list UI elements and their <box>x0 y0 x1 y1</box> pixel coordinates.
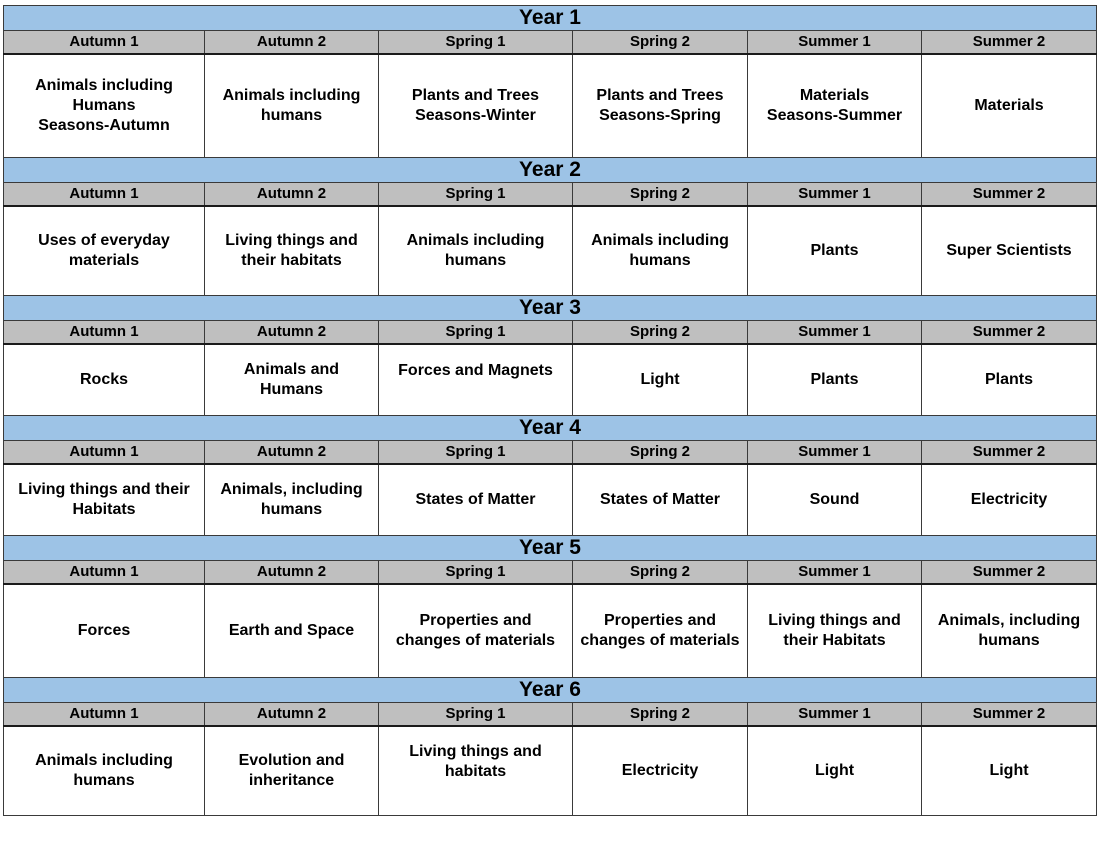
year-band-row <box>4 536 1097 561</box>
term-header: Spring 1 <box>379 561 573 585</box>
term-header: Spring 2 <box>573 441 748 465</box>
topic-cell <box>205 54 379 158</box>
topic-cell <box>205 206 379 296</box>
topic-cell <box>205 344 379 416</box>
topic-cell <box>4 726 205 816</box>
topic-row <box>4 726 1097 816</box>
topic-cell <box>379 584 573 678</box>
topic-cell <box>379 464 573 536</box>
term-header: Summer 1 <box>748 703 922 727</box>
term-header: Autumn 2 <box>205 561 379 585</box>
term-header: Spring 1 <box>379 183 573 207</box>
term-header: Autumn 1 <box>4 183 205 207</box>
topic-text: Uses of everyday materials <box>38 232 170 269</box>
topic-text: Animals including humans <box>222 87 361 124</box>
topic-text: Plants <box>810 242 859 259</box>
year-title: Year 1 <box>4 6 1097 31</box>
topic-text: Living things and their Habitats <box>768 612 901 649</box>
topic-cell <box>573 206 748 296</box>
term-header: Autumn 2 <box>205 703 379 727</box>
year-band-row <box>4 678 1097 703</box>
topic-text: Earth and Space <box>228 622 355 639</box>
term-header: Autumn 2 <box>205 441 379 465</box>
topic-text: Animals, including humans <box>937 612 1081 649</box>
topic-text: Animals including humans <box>35 752 173 789</box>
term-header: Autumn 2 <box>205 31 379 55</box>
topic-cell <box>379 54 573 158</box>
term-header: Spring 1 <box>379 321 573 345</box>
term-header: Spring 2 <box>573 183 748 207</box>
topic-text: Living things and habitats <box>409 743 542 780</box>
topic-cell <box>4 584 205 678</box>
topic-text: Properties and changes of materials <box>395 612 556 649</box>
term-header: Summer 1 <box>748 441 922 465</box>
topic-row <box>4 54 1097 158</box>
term-header: Spring 2 <box>573 561 748 585</box>
topic-text: Materials Seasons-Summer <box>766 87 903 124</box>
topic-row <box>4 206 1097 296</box>
term-header: Spring 2 <box>573 321 748 345</box>
topic-cell <box>922 206 1097 296</box>
topic-text: Animals and Humans <box>243 361 340 398</box>
term-header: Summer 1 <box>748 561 922 585</box>
topic-text: Evolution and inheritance <box>238 752 345 789</box>
term-header: Summer 2 <box>922 31 1097 55</box>
topic-cell <box>205 726 379 816</box>
topic-text: Light <box>814 762 855 779</box>
term-header: Summer 1 <box>748 321 922 345</box>
topic-cell <box>573 584 748 678</box>
topic-cell <box>205 464 379 536</box>
topic-cell <box>748 344 922 416</box>
topic-text: Plants <box>984 371 1033 388</box>
topic-text: Forces <box>77 622 131 639</box>
topic-cell <box>4 54 205 158</box>
term-header: Spring 1 <box>379 441 573 465</box>
term-header-row <box>4 321 1097 345</box>
year-title: Year 3 <box>4 296 1097 321</box>
curriculum-body <box>4 6 1097 816</box>
term-header: Summer 1 <box>748 31 922 55</box>
term-header: Summer 2 <box>922 183 1097 207</box>
topic-cell <box>922 344 1097 416</box>
topic-text: Sound <box>809 491 860 508</box>
term-header: Autumn 1 <box>4 31 205 55</box>
topic-cell <box>379 726 573 816</box>
topic-text: Super Scientists <box>946 242 1072 259</box>
topic-text: Plants and Trees Seasons-Winter <box>411 87 540 124</box>
topic-cell <box>748 54 922 158</box>
term-header: Spring 1 <box>379 703 573 727</box>
topic-text: Electricity <box>621 762 699 779</box>
topic-row <box>4 584 1097 678</box>
topic-cell <box>379 206 573 296</box>
topic-text: Light <box>989 762 1029 779</box>
term-header: Summer 2 <box>922 703 1097 727</box>
year-title: Year 5 <box>4 536 1097 561</box>
term-header-row <box>4 441 1097 465</box>
term-header: Spring 1 <box>379 31 573 55</box>
term-header: Spring 2 <box>573 703 748 727</box>
topic-text: Materials <box>974 97 1044 114</box>
year-band-row <box>4 296 1097 321</box>
topic-cell <box>922 726 1097 816</box>
year-title: Year 2 <box>4 158 1097 183</box>
term-header: Autumn 1 <box>4 561 205 585</box>
topic-text: Properties and changes of materials <box>580 612 740 649</box>
topic-cell <box>573 726 748 816</box>
topic-text: Living things and their Habitats <box>18 481 190 518</box>
topic-text: Animals, including humans <box>220 481 363 518</box>
term-header: Spring 2 <box>573 31 748 55</box>
topic-text: Plants and Trees Seasons-Spring <box>596 87 724 124</box>
topic-cell <box>573 54 748 158</box>
topic-text: Animals including Humans Seasons-Autumn <box>35 77 173 134</box>
term-header: Autumn 1 <box>4 321 205 345</box>
topic-text: Animals including humans <box>406 232 545 269</box>
topic-text: Forces and Magnets <box>398 362 553 379</box>
topic-text: States of Matter <box>415 491 536 508</box>
topic-text: States of Matter <box>599 491 721 508</box>
topic-text: Living things and their habitats <box>225 232 358 269</box>
topic-cell <box>748 584 922 678</box>
topic-cell <box>573 344 748 416</box>
topic-text: Animals including humans <box>591 232 729 269</box>
year-title: Year 6 <box>4 678 1097 703</box>
topic-cell <box>922 464 1097 536</box>
topic-cell <box>748 464 922 536</box>
year-title: Year 4 <box>4 416 1097 441</box>
term-header-row <box>4 703 1097 727</box>
term-header: Summer 1 <box>748 183 922 207</box>
term-header: Autumn 2 <box>205 321 379 345</box>
term-header: Autumn 2 <box>205 183 379 207</box>
topic-cell <box>4 464 205 536</box>
year-band-row <box>4 416 1097 441</box>
term-header-row <box>4 561 1097 585</box>
year-band-row <box>4 158 1097 183</box>
topic-text: Electricity <box>970 491 1048 508</box>
topic-text: Rocks <box>79 371 129 388</box>
topic-cell <box>205 584 379 678</box>
topic-cell <box>748 206 922 296</box>
term-header: Summer 2 <box>922 441 1097 465</box>
science-curriculum-table <box>3 5 1097 816</box>
term-header: Summer 2 <box>922 561 1097 585</box>
term-header: Autumn 1 <box>4 703 205 727</box>
topic-cell <box>748 726 922 816</box>
topic-cell <box>379 344 573 416</box>
term-header: Autumn 1 <box>4 441 205 465</box>
topic-cell <box>922 54 1097 158</box>
topic-text: Light <box>640 371 680 388</box>
term-header-row <box>4 183 1097 207</box>
year-band-row <box>4 6 1097 31</box>
topic-row <box>4 464 1097 536</box>
topic-text: Plants <box>810 371 859 388</box>
topic-cell <box>4 344 205 416</box>
term-header: Summer 2 <box>922 321 1097 345</box>
topic-row <box>4 344 1097 416</box>
topic-cell <box>922 584 1097 678</box>
topic-cell <box>573 464 748 536</box>
term-header-row <box>4 31 1097 55</box>
topic-cell <box>4 206 205 296</box>
